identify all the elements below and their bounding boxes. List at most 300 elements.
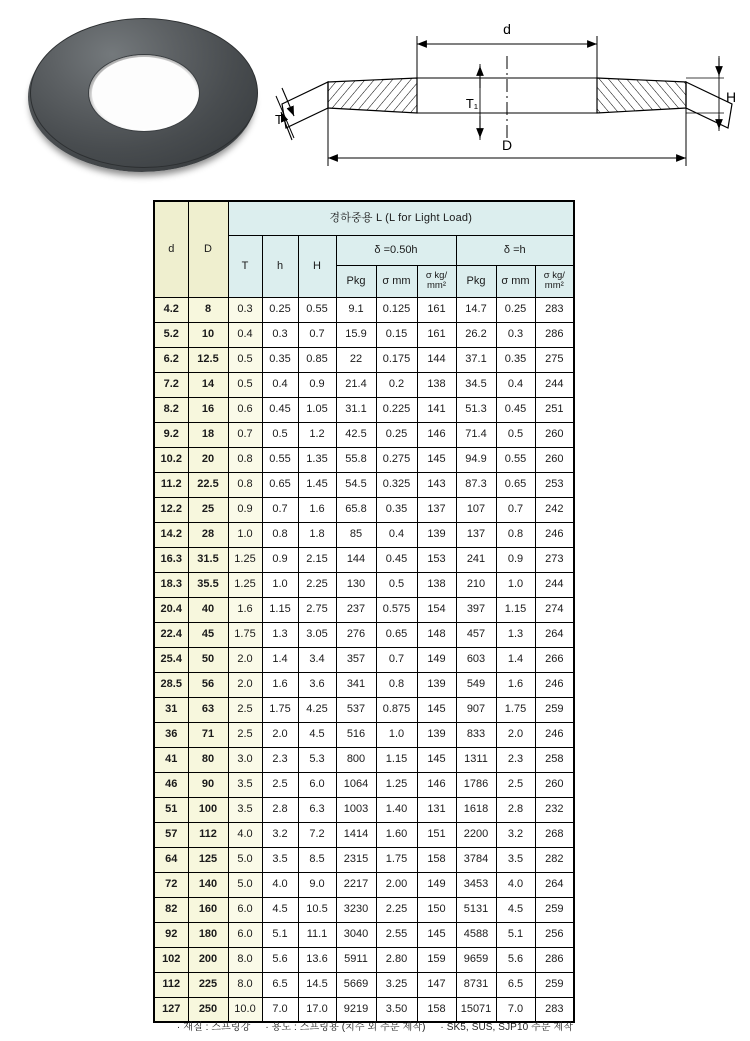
cell-pkg-full: 14.7 [456,297,496,322]
cell-pkg-half: 42.5 [336,422,376,447]
cell-sigma-kg-full: 273 [535,547,574,572]
cell-H: 17.0 [298,997,336,1022]
cell-sigma-mm-full: 2.5 [496,772,535,797]
cell-sigma-mm-full: 0.5 [496,422,535,447]
diagram-label-D: D [501,137,513,153]
cell-H: 1.2 [298,422,336,447]
cell-sigma-mm-full: 5.1 [496,922,535,947]
table-row [154,522,574,547]
cell-h: 0.25 [262,297,298,322]
cell-d: 127 [154,997,188,1022]
col-header-sigma-kg-full [535,265,574,297]
cell-T: 1.6 [228,597,262,622]
cell-sigma-kg-half: 145 [417,747,456,772]
cell-T: 1.25 [228,572,262,597]
cell-sigma-kg-half: 153 [417,547,456,572]
cell-sigma-kg-half: 139 [417,722,456,747]
cell-sigma-kg-half: 147 [417,972,456,997]
cell-pkg-half: 54.5 [336,472,376,497]
col-header-group-title: 경하중용 L (L for Light Load) [228,201,574,235]
cell-sigma-mm-half: 1.75 [376,847,417,872]
cell-D: 56 [188,672,228,697]
cell-pkg-full: 15071 [456,997,496,1022]
cell-pkg-half: 237 [336,597,376,622]
col-header-delta-full: δ =h [456,235,574,265]
footnote-usage: · 용도 : 스프링용 (치수 외 주문 제작) [265,1022,426,1033]
cell-sigma-mm-half: 3.50 [376,997,417,1022]
cell-pkg-half: 276 [336,622,376,647]
cell-sigma-mm-half: 1.15 [376,747,417,772]
cell-d: 92 [154,922,188,947]
cell-sigma-mm-half: 0.45 [376,547,417,572]
cell-pkg-half: 22 [336,347,376,372]
cell-pkg-half: 800 [336,747,376,772]
cell-sigma-mm-half: 1.60 [376,822,417,847]
cell-h: 0.7 [262,497,298,522]
cell-d: 5.2 [154,322,188,347]
cell-sigma-mm-full: 2.3 [496,747,535,772]
cell-h: 4.5 [262,897,298,922]
cell-pkg-half: 31.1 [336,397,376,422]
table-row [154,622,574,647]
cell-T: 2.5 [228,697,262,722]
cell-D: 80 [188,747,228,772]
cell-T: 0.4 [228,322,262,347]
table-row [154,797,574,822]
cell-H: 1.8 [298,522,336,547]
table-row [154,572,574,597]
cell-sigma-kg-full: 266 [535,647,574,672]
cell-d: 25.4 [154,647,188,672]
cell-sigma-mm-full: 0.9 [496,547,535,572]
cell-sigma-kg-full: 264 [535,622,574,647]
cell-H: 13.6 [298,947,336,972]
cell-sigma-kg-half: 158 [417,847,456,872]
cell-d: 102 [154,947,188,972]
cell-sigma-kg-half: 149 [417,647,456,672]
cell-T: 2.0 [228,647,262,672]
col-header-T: T [228,235,262,297]
cell-sigma-mm-full: 3.2 [496,822,535,847]
cell-sigma-kg-full: 244 [535,572,574,597]
cell-h: 1.4 [262,647,298,672]
cell-h: 3.5 [262,847,298,872]
cell-sigma-kg-full: 253 [535,472,574,497]
table-row [154,372,574,397]
cell-d: 28.5 [154,672,188,697]
col-header-pkg-half: Pkg [336,265,376,297]
cell-H: 11.1 [298,922,336,947]
col-header-H: H [298,235,336,297]
cell-D: 14 [188,372,228,397]
cell-sigma-mm-full: 6.5 [496,972,535,997]
cell-h: 1.3 [262,622,298,647]
col-header-D: D [188,201,228,297]
cell-D: 8 [188,297,228,322]
cell-d: 12.2 [154,497,188,522]
table-body [154,297,574,1022]
cell-h: 0.55 [262,447,298,472]
col-header-d: d [154,201,188,297]
cell-H: 1.35 [298,447,336,472]
cell-h: 0.5 [262,422,298,447]
cell-sigma-mm-half: 0.15 [376,322,417,347]
cell-pkg-half: 2217 [336,872,376,897]
cell-T: 4.0 [228,822,262,847]
cell-pkg-full: 3453 [456,872,496,897]
cell-sigma-kg-full: 283 [535,997,574,1022]
cell-H: 0.85 [298,347,336,372]
cell-D: 200 [188,947,228,972]
cell-h: 0.3 [262,322,298,347]
cell-H: 3.6 [298,672,336,697]
cell-pkg-half: 9.1 [336,297,376,322]
cell-sigma-mm-half: 0.225 [376,397,417,422]
cell-h: 0.9 [262,547,298,572]
table-row [154,722,574,747]
cell-pkg-full: 907 [456,697,496,722]
cell-sigma-mm-half: 0.5 [376,572,417,597]
cell-sigma-kg-full: 246 [535,722,574,747]
cell-D: 225 [188,972,228,997]
cell-D: 18 [188,422,228,447]
cell-H: 3.4 [298,647,336,672]
cell-h: 2.8 [262,797,298,822]
cell-pkg-half: 357 [336,647,376,672]
cell-sigma-kg-full: 274 [535,597,574,622]
table-row [154,947,574,972]
washer-bore-inner [92,57,196,129]
cell-sigma-mm-half: 0.325 [376,472,417,497]
cell-d: 14.2 [154,522,188,547]
cell-h: 4.0 [262,872,298,897]
cell-pkg-half: 5669 [336,972,376,997]
col-header-sigma-mm-half: σ mm [376,265,417,297]
sigma-kg-denominator: mm² [427,279,446,291]
cell-d: 16.3 [154,547,188,572]
cell-h: 5.1 [262,922,298,947]
cell-pkg-half: 537 [336,697,376,722]
cell-D: 28 [188,522,228,547]
cell-pkg-full: 9659 [456,947,496,972]
cell-sigma-kg-half: 131 [417,797,456,822]
cell-T: 1.0 [228,522,262,547]
cell-d: 64 [154,847,188,872]
cell-D: 45 [188,622,228,647]
cell-h: 5.6 [262,947,298,972]
cell-H: 5.3 [298,747,336,772]
cell-sigma-mm-full: 1.15 [496,597,535,622]
cell-T: 0.9 [228,497,262,522]
cell-T: 6.0 [228,897,262,922]
cell-T: 2.0 [228,672,262,697]
cell-d: 9.2 [154,422,188,447]
table-row [154,847,574,872]
cell-pkg-half: 9219 [336,997,376,1022]
cell-D: 112 [188,822,228,847]
disc-spring-washer-photo [10,12,270,180]
cell-sigma-kg-half: 139 [417,672,456,697]
cell-H: 0.7 [298,322,336,347]
cell-h: 0.45 [262,397,298,422]
footnote-material: · 재질 : 스프링강 [176,1022,251,1033]
cell-d: 112 [154,972,188,997]
cell-d: 46 [154,772,188,797]
cell-sigma-mm-full: 1.6 [496,672,535,697]
cell-sigma-kg-half: 150 [417,897,456,922]
col-header-delta-half: δ =0.50h [336,235,456,265]
cell-sigma-kg-half: 148 [417,622,456,647]
cell-sigma-mm-half: 0.175 [376,347,417,372]
cell-sigma-mm-full: 2.8 [496,797,535,822]
cell-d: 7.2 [154,372,188,397]
cell-h: 0.8 [262,522,298,547]
cell-pkg-half: 65.8 [336,497,376,522]
cell-sigma-mm-half: 0.875 [376,697,417,722]
cell-sigma-mm-full: 2.0 [496,722,535,747]
cell-sigma-mm-full: 1.4 [496,647,535,672]
cell-pkg-half: 3230 [336,897,376,922]
cell-D: 10 [188,322,228,347]
table-row [154,547,574,572]
cell-d: 8.2 [154,397,188,422]
cell-D: 35.5 [188,572,228,597]
cell-d: 6.2 [154,347,188,372]
table-row [154,397,574,422]
footnote [0,1018,750,1033]
cell-D: 90 [188,772,228,797]
cell-pkg-half: 55.8 [336,447,376,472]
cell-d: 22.4 [154,622,188,647]
table-row [154,672,574,697]
table-row [154,497,574,522]
cell-h: 1.75 [262,697,298,722]
cell-pkg-full: 1786 [456,772,496,797]
cell-pkg-full: 1618 [456,797,496,822]
sigma-kg-numerator: σ kg/ [425,270,448,282]
cell-D: 250 [188,997,228,1022]
specification-table [153,200,575,1023]
diagram-label-d: d [503,21,511,37]
cell-pkg-full: 833 [456,722,496,747]
col-header-pkg-full: Pkg [456,265,496,297]
cell-pkg-half: 2315 [336,847,376,872]
cell-pkg-half: 341 [336,672,376,697]
cell-sigma-kg-half: 145 [417,922,456,947]
cell-H: 9.0 [298,872,336,897]
cell-H: 1.05 [298,397,336,422]
cell-H: 14.5 [298,972,336,997]
cell-T: 10.0 [228,997,262,1022]
table-row [154,697,574,722]
cell-sigma-kg-full: 259 [535,897,574,922]
cell-d: 18.3 [154,572,188,597]
cell-T: 3.5 [228,797,262,822]
cell-sigma-kg-full: 268 [535,822,574,847]
cell-H: 4.5 [298,722,336,747]
cell-d: 10.2 [154,447,188,472]
cell-d: 11.2 [154,472,188,497]
cell-D: 12.5 [188,347,228,372]
cell-pkg-half: 85 [336,522,376,547]
cell-T: 8.0 [228,972,262,997]
cell-D: 50 [188,647,228,672]
cell-D: 22.5 [188,472,228,497]
table-row [154,647,574,672]
diagram-label-T: T [275,112,283,127]
cell-H: 7.2 [298,822,336,847]
cell-pkg-full: 26.2 [456,322,496,347]
table-row [154,597,574,622]
cell-sigma-kg-half: 144 [417,347,456,372]
table-row [154,822,574,847]
cell-H: 2.75 [298,597,336,622]
cell-sigma-mm-full: 0.55 [496,447,535,472]
cell-D: 100 [188,797,228,822]
cell-sigma-mm-full: 0.7 [496,497,535,522]
table-row [154,972,574,997]
footnote-materials-order: · SK5, SUS, SJP10 주문 제작 [440,1022,574,1033]
cell-sigma-mm-half: 0.125 [376,297,417,322]
cell-sigma-kg-half: 138 [417,372,456,397]
table-row [154,297,574,322]
cell-sigma-mm-half: 1.0 [376,722,417,747]
table-row [154,322,574,347]
cell-sigma-mm-half: 2.00 [376,872,417,897]
cell-pkg-full: 241 [456,547,496,572]
cell-h: 6.5 [262,972,298,997]
cell-T: 0.7 [228,422,262,447]
cell-H: 10.5 [298,897,336,922]
cell-H: 6.3 [298,797,336,822]
cell-T: 6.0 [228,922,262,947]
cell-d: 4.2 [154,297,188,322]
cell-sigma-mm-full: 0.45 [496,397,535,422]
cell-pkg-full: 4588 [456,922,496,947]
cell-sigma-mm-full: 0.8 [496,522,535,547]
cell-h: 0.65 [262,472,298,497]
cell-sigma-kg-half: 143 [417,472,456,497]
cell-pkg-full: 3784 [456,847,496,872]
cell-T: 1.25 [228,547,262,572]
cell-sigma-kg-full: 283 [535,297,574,322]
diagram-label-H: H [725,89,737,105]
cell-sigma-kg-full: 275 [535,347,574,372]
cell-sigma-mm-full: 0.35 [496,347,535,372]
cell-sigma-kg-half: 154 [417,597,456,622]
cell-pkg-full: 603 [456,647,496,672]
cell-H: 1.6 [298,497,336,522]
cell-sigma-kg-full: 232 [535,797,574,822]
cell-pkg-half: 5911 [336,947,376,972]
cell-sigma-kg-full: 264 [535,872,574,897]
cell-sigma-kg-half: 141 [417,397,456,422]
cell-H: 8.5 [298,847,336,872]
cell-sigma-kg-half: 137 [417,497,456,522]
cell-pkg-full: 549 [456,672,496,697]
cell-sigma-kg-half: 158 [417,997,456,1022]
cell-h: 7.0 [262,997,298,1022]
diagram-label-T1: T₁ [465,96,479,111]
header-row-group-title [154,201,574,235]
cell-pkg-full: 37.1 [456,347,496,372]
cell-D: 160 [188,897,228,922]
cell-H: 4.25 [298,697,336,722]
cell-sigma-mm-half: 3.25 [376,972,417,997]
cell-D: 25 [188,497,228,522]
cell-h: 2.0 [262,722,298,747]
cell-pkg-full: 2200 [456,822,496,847]
cell-D: 31.5 [188,547,228,572]
cell-h: 2.5 [262,772,298,797]
cell-sigma-mm-full: 0.65 [496,472,535,497]
table-row [154,872,574,897]
cell-sigma-mm-half: 1.25 [376,772,417,797]
cell-T: 1.75 [228,622,262,647]
cell-h: 0.35 [262,347,298,372]
cell-pkg-full: 34.5 [456,372,496,397]
cell-sigma-kg-full: 251 [535,397,574,422]
cell-sigma-mm-full: 1.3 [496,622,535,647]
cell-sigma-mm-full: 1.75 [496,697,535,722]
sigma-kg-numerator: σ kg/ [543,270,565,282]
cell-pkg-half: 1414 [336,822,376,847]
table-row [154,422,574,447]
cell-pkg-half: 1003 [336,797,376,822]
cell-pkg-half: 130 [336,572,376,597]
cell-sigma-kg-full: 242 [535,497,574,522]
cell-pkg-full: 87.3 [456,472,496,497]
table-row [154,447,574,472]
cell-sigma-mm-half: 0.35 [376,497,417,522]
table-row [154,347,574,372]
cell-H: 2.15 [298,547,336,572]
cell-h: 0.4 [262,372,298,397]
cell-sigma-mm-half: 0.2 [376,372,417,397]
cell-pkg-half: 21.4 [336,372,376,397]
cell-d: 20.4 [154,597,188,622]
cell-h: 2.3 [262,747,298,772]
cell-sigma-kg-full: 282 [535,847,574,872]
table-row [154,922,574,947]
cell-T: 8.0 [228,947,262,972]
cell-H: 3.05 [298,622,336,647]
cell-sigma-mm-half: 2.25 [376,897,417,922]
cell-pkg-full: 397 [456,597,496,622]
cell-sigma-kg-half: 151 [417,822,456,847]
cell-T: 0.3 [228,297,262,322]
cell-T: 0.5 [228,372,262,397]
cell-d: 51 [154,797,188,822]
cell-pkg-full: 71.4 [456,422,496,447]
cell-sigma-mm-half: 2.55 [376,922,417,947]
cell-T: 0.5 [228,347,262,372]
cell-sigma-kg-full: 260 [535,447,574,472]
cell-sigma-mm-half: 0.275 [376,447,417,472]
cell-sigma-mm-half: 0.7 [376,647,417,672]
cell-sigma-kg-full: 244 [535,372,574,397]
table-header [154,201,574,297]
cell-T: 5.0 [228,847,262,872]
cross-section-svg [272,16,742,181]
top-illustration-area [0,0,750,190]
cross-section-diagram [272,16,742,181]
cell-pkg-full: 210 [456,572,496,597]
cell-d: 72 [154,872,188,897]
cell-sigma-mm-full: 3.5 [496,847,535,872]
cell-sigma-mm-half: 0.25 [376,422,417,447]
cell-pkg-half: 516 [336,722,376,747]
